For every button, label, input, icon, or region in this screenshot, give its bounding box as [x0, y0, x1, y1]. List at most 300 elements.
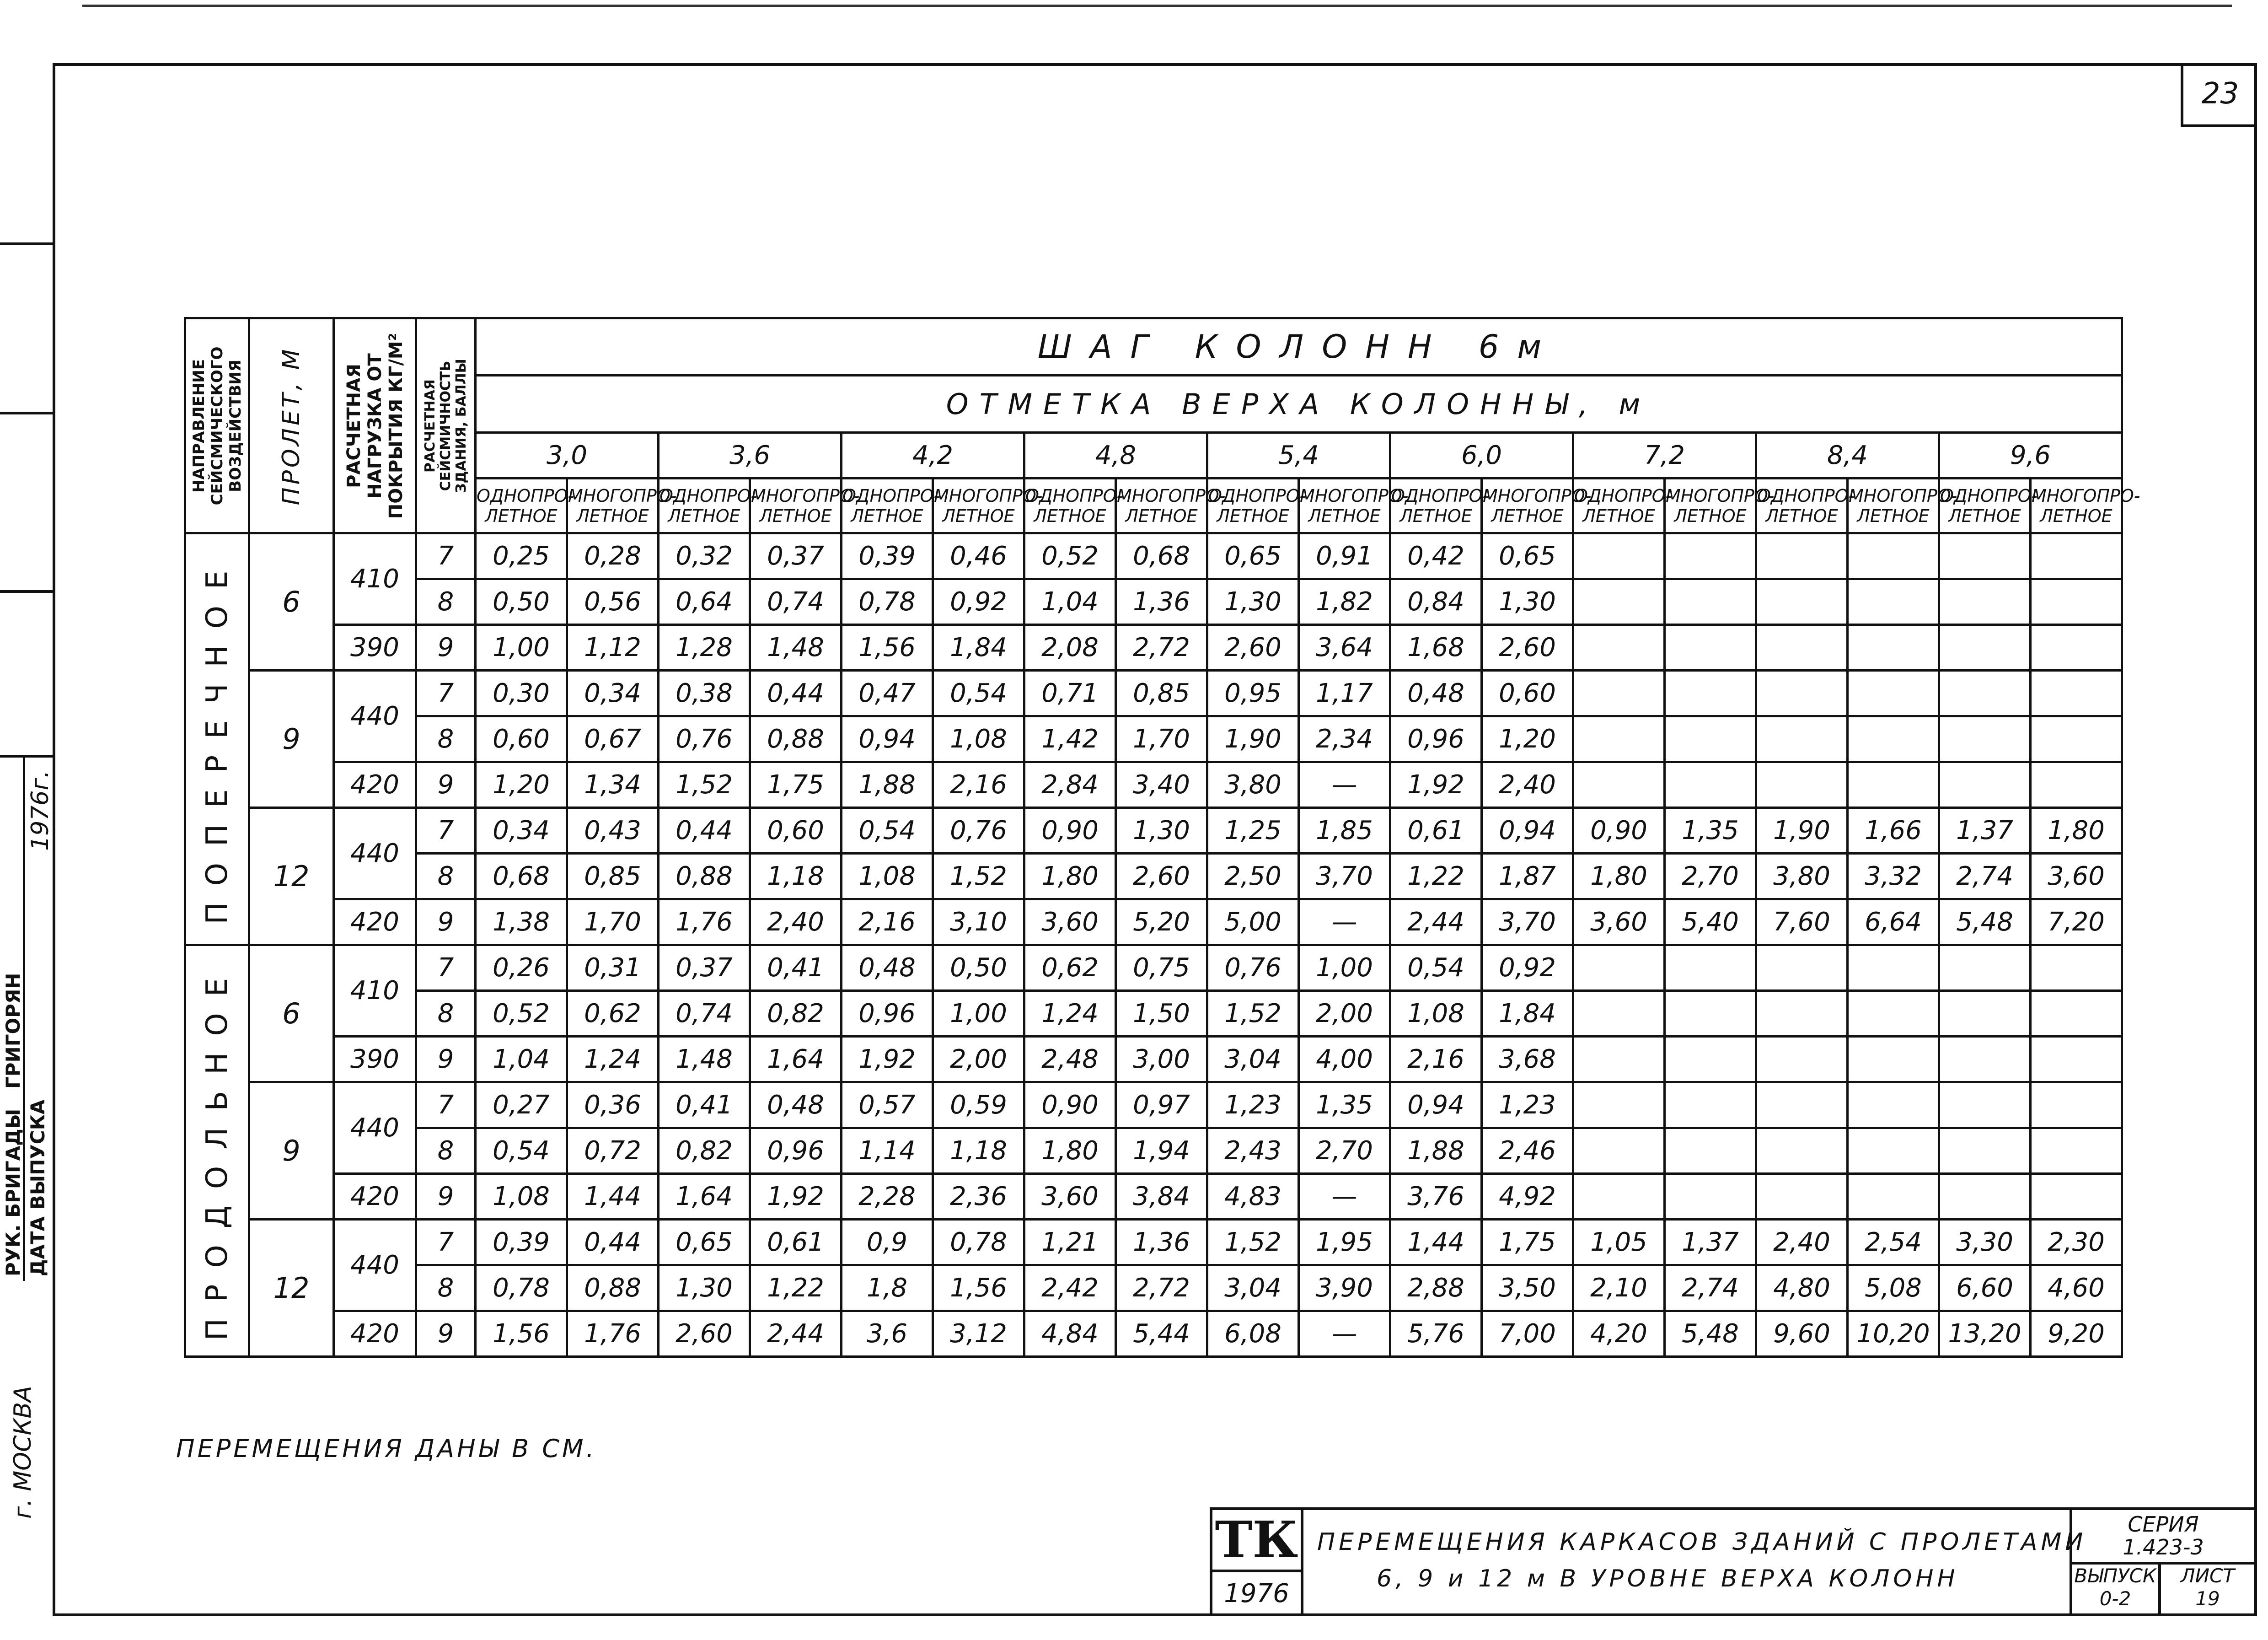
tk-logo: ТК [1212, 1510, 1301, 1572]
issue-value: 0-2 [2099, 1587, 2131, 1610]
value-cell: 0,39 [842, 533, 933, 579]
value-cell: 2,72 [1116, 1265, 1207, 1311]
value-cell: 1,18 [933, 1128, 1024, 1174]
value-cell: 1,92 [1390, 762, 1482, 808]
value-cell [1573, 579, 1665, 625]
sheet-box [2161, 1565, 2257, 1616]
value-cell: 3,68 [1482, 1037, 1573, 1082]
value-cell: 0,68 [476, 854, 567, 899]
value-cell [2031, 1128, 2122, 1174]
value-cell: 1,68 [1390, 625, 1482, 671]
value-cell: 3,04 [1207, 1265, 1299, 1311]
value-cell [1939, 991, 2031, 1037]
value-cell: 4,92 [1482, 1174, 1573, 1220]
value-cell: 0,50 [933, 945, 1024, 991]
seismic-cell: 8 [416, 991, 476, 1037]
value-cell [2031, 1037, 2122, 1082]
value-cell: 1,80 [1024, 1128, 1116, 1174]
table-row [185, 671, 2122, 716]
value-cell: 0,44 [659, 808, 750, 854]
value-cell: 3,80 [1207, 762, 1299, 808]
value-cell: 6,64 [1848, 899, 1939, 945]
value-cell: 3,90 [1299, 1265, 1390, 1311]
margin-divider [0, 412, 53, 414]
head-load-cell [334, 318, 416, 533]
value-cell: 2,30 [2031, 1220, 2122, 1265]
value-cell: 3,80 [1756, 854, 1848, 899]
value-cell: 1,00 [476, 625, 567, 671]
value-cell: 1,84 [1482, 991, 1573, 1037]
value-cell: 0,94 [1390, 1082, 1482, 1128]
value-cell: 1,12 [567, 625, 659, 671]
date-label: ДАТА ВЫПУСКА [27, 1099, 49, 1276]
value-cell: 1,48 [750, 625, 842, 671]
value-cell: 0,54 [1390, 945, 1482, 991]
head-span-cell [249, 318, 334, 533]
value-cell: 1,52 [933, 854, 1024, 899]
value-cell: 0,50 [476, 579, 567, 625]
table-row [185, 1220, 2122, 1265]
head-direction: НАПРАВЛЕНИЕ СЕЙСМИЧЕСКОГО ВОЗДЕЙСТВИЯ [189, 346, 245, 505]
value-cell: 1,24 [567, 1037, 659, 1082]
value-cell: 2,40 [750, 899, 842, 945]
value-cell: 0,96 [1390, 716, 1482, 762]
value-cell [1848, 625, 1939, 671]
value-cell: — [1299, 1311, 1390, 1357]
seismic-cell: 9 [416, 625, 476, 671]
value-cell: 2,16 [1390, 1037, 1482, 1082]
value-cell: 0,9 [842, 1220, 933, 1265]
value-cell [1848, 945, 1939, 991]
value-cell: 1,80 [2031, 808, 2122, 854]
seismic-cell: 8 [416, 1128, 476, 1174]
value-cell: 1,00 [1299, 945, 1390, 991]
value-cell: 2,34 [1299, 716, 1390, 762]
value-cell: 0,61 [1390, 808, 1482, 854]
span-cell: 12 [249, 808, 334, 945]
span-cell: 9 [249, 671, 334, 808]
value-cell [1939, 945, 2031, 991]
value-cell [1939, 716, 2031, 762]
value-cell: 9,60 [1756, 1311, 1848, 1357]
value-cell: 0,61 [750, 1220, 842, 1265]
value-cell: 1,70 [1116, 716, 1207, 762]
value-cell: 1,84 [933, 625, 1024, 671]
value-cell: 1,82 [1299, 579, 1390, 625]
value-cell: 1,44 [567, 1174, 659, 1220]
margin-divider [0, 755, 53, 758]
value-cell: 0,27 [476, 1082, 567, 1128]
value-cell: 1,52 [1207, 1220, 1299, 1265]
value-cell: 4,84 [1024, 1311, 1116, 1357]
value-cell: 3,50 [1482, 1265, 1573, 1311]
value-cell: 3,60 [2031, 854, 2122, 899]
value-cell: 2,88 [1390, 1265, 1482, 1311]
value-cell: 3,32 [1848, 854, 1939, 899]
seismic-cell: 9 [416, 1311, 476, 1357]
value-cell: 0,31 [567, 945, 659, 991]
table-row [185, 579, 2122, 625]
value-cell [1665, 945, 1756, 991]
subtype-multi: МНОГОПРО- ЛЕТНОЕ [933, 479, 1024, 533]
value-cell: 1,14 [842, 1128, 933, 1174]
height-header: 7,2 [1573, 433, 1756, 479]
value-cell: 0,62 [567, 991, 659, 1037]
value-cell [1665, 671, 1756, 716]
table-row [185, 1174, 2122, 1220]
value-cell [1573, 762, 1665, 808]
value-cell: 2,00 [1299, 991, 1390, 1037]
value-cell: 0,28 [567, 533, 659, 579]
tk-box [1210, 1507, 1303, 1616]
value-cell: 0,25 [476, 533, 567, 579]
load-cell: 390 [334, 625, 416, 671]
value-cell: 1,28 [659, 625, 750, 671]
value-cell: 3,6 [842, 1311, 933, 1357]
value-cell: 0,47 [842, 671, 933, 716]
table-row [185, 808, 2122, 854]
seismic-cell: 8 [416, 854, 476, 899]
load-cell: 410 [334, 945, 416, 1037]
value-cell: 1,04 [476, 1037, 567, 1082]
value-cell [1756, 1174, 1848, 1220]
series-box [2070, 1507, 2257, 1565]
value-cell [1665, 1082, 1756, 1128]
value-cell: 0,62 [1024, 945, 1116, 991]
load-cell: 420 [334, 899, 416, 945]
value-cell: 1,30 [1207, 579, 1299, 625]
value-cell [1939, 1174, 2031, 1220]
value-cell: 0,97 [1116, 1082, 1207, 1128]
value-cell: 5,44 [1116, 1311, 1207, 1357]
value-cell: 5,48 [1665, 1311, 1756, 1357]
value-cell: 1,20 [476, 762, 567, 808]
value-cell: 2,16 [842, 899, 933, 945]
value-cell: — [1299, 762, 1390, 808]
height-header: 3,6 [659, 433, 842, 479]
value-cell: 0,96 [750, 1128, 842, 1174]
value-cell: 1,64 [750, 1037, 842, 1082]
displacement-table [184, 317, 2140, 1358]
value-cell: 1,38 [476, 899, 567, 945]
subtype-single: ОДНОПРО- ЛЕТНОЕ [842, 479, 933, 533]
value-cell: 3,64 [1299, 625, 1390, 671]
height-header: 6,0 [1390, 433, 1573, 479]
margin-divider [0, 242, 53, 245]
value-cell: 0,76 [1207, 945, 1299, 991]
value-cell: 1,17 [1299, 671, 1390, 716]
value-cell [1756, 1128, 1848, 1174]
mark-cell [476, 376, 2122, 433]
top-edge-line [82, 0, 2232, 7]
seismic-cell: 9 [416, 1037, 476, 1082]
value-cell: 0,94 [842, 716, 933, 762]
value-cell: 2,42 [1024, 1265, 1116, 1311]
value-cell [1756, 1037, 1848, 1082]
value-cell: 1,08 [476, 1174, 567, 1220]
value-cell [1848, 533, 1939, 579]
value-cell: 2,74 [1939, 854, 2031, 899]
value-cell: 2,84 [1024, 762, 1116, 808]
value-cell: 1,87 [1482, 854, 1573, 899]
value-cell: 0,88 [750, 716, 842, 762]
value-cell: 1,88 [842, 762, 933, 808]
value-cell: 1,76 [567, 1311, 659, 1357]
value-cell: 0,44 [567, 1220, 659, 1265]
seismic-cell: 8 [416, 579, 476, 625]
value-cell: 0,56 [567, 579, 659, 625]
subtype-multi: МНОГОПРО- ЛЕТНОЕ [1665, 479, 1756, 533]
value-cell [1573, 1128, 1665, 1174]
table-row [185, 533, 2122, 579]
value-cell: 0,65 [1482, 533, 1573, 579]
value-cell: 0,78 [476, 1265, 567, 1311]
value-cell: 0,71 [1024, 671, 1116, 716]
sheet-value: 19 [2195, 1587, 2220, 1610]
seismic-cell: 9 [416, 1174, 476, 1220]
value-cell: 1,08 [842, 854, 933, 899]
value-cell: 5,76 [1390, 1311, 1482, 1357]
value-cell: 3,04 [1207, 1037, 1299, 1082]
value-cell: 4,00 [1299, 1037, 1390, 1082]
value-cell: 1,05 [1573, 1220, 1665, 1265]
value-cell: — [1299, 1174, 1390, 1220]
seismic-cell: 7 [416, 808, 476, 854]
value-cell: 0,48 [1390, 671, 1482, 716]
height-header: 4,2 [842, 433, 1024, 479]
subtype-single: ОДНОПРО- ЛЕТНОЕ [476, 479, 567, 533]
value-cell: 0,90 [1024, 808, 1116, 854]
value-cell [2031, 1174, 2122, 1220]
subtype-single: ОДНОПРО- ЛЕТНОЕ [1573, 479, 1665, 533]
load-cell: 440 [334, 1220, 416, 1311]
seismic-cell: 8 [416, 716, 476, 762]
step-heading: ШАГ КОЛОНН 6м [1037, 328, 1560, 366]
value-cell [1665, 762, 1756, 808]
value-cell: 3,84 [1116, 1174, 1207, 1220]
value-cell: 0,65 [1207, 533, 1299, 579]
value-cell: 1,70 [567, 899, 659, 945]
value-cell: 0,94 [1482, 808, 1573, 854]
value-cell: 1,30 [1482, 579, 1573, 625]
value-cell: 2,43 [1207, 1128, 1299, 1174]
value-cell: 0,85 [1116, 671, 1207, 716]
issue-label: ВЫПУСК [2074, 1565, 2156, 1587]
value-cell: 3,76 [1390, 1174, 1482, 1220]
seismic-cell: 8 [416, 1265, 476, 1311]
value-cell: 1,04 [1024, 579, 1116, 625]
value-cell: 1,48 [659, 1037, 750, 1082]
subtype-multi: МНОГОПРО- ЛЕТНОЕ [1299, 479, 1390, 533]
value-cell [1756, 625, 1848, 671]
value-cell: 3,10 [933, 899, 1024, 945]
table-row [185, 1265, 2122, 1311]
span-cell: 9 [249, 1082, 334, 1220]
value-cell: 0,74 [750, 579, 842, 625]
value-cell [1939, 1037, 2031, 1082]
subtype-single: ОДНОПРО- ЛЕТНОЕ [1756, 479, 1848, 533]
value-cell: 0,85 [567, 854, 659, 899]
value-cell: 5,08 [1848, 1265, 1939, 1311]
head-seismic: РАСЧЕТНАЯ СЕЙСМИЧНОСТЬ ЗДАНИЯ, БАЛЛЫ [422, 358, 469, 493]
value-cell: 3,60 [1024, 899, 1116, 945]
subtype-multi: МНОГОПРО- ЛЕТНОЕ [567, 479, 659, 533]
value-cell: 0,57 [842, 1082, 933, 1128]
value-cell [1665, 625, 1756, 671]
table-row [185, 1128, 2122, 1174]
value-cell: 2,46 [1482, 1128, 1573, 1174]
value-cell: 0,84 [1390, 579, 1482, 625]
value-cell: 0,39 [476, 1220, 567, 1265]
value-cell: 0,41 [750, 945, 842, 991]
value-cell: 1,22 [1390, 854, 1482, 899]
value-cell: 0,67 [567, 716, 659, 762]
table-row [185, 716, 2122, 762]
value-cell: 0,75 [1116, 945, 1207, 991]
value-cell: 5,20 [1116, 899, 1207, 945]
value-cell: 3,60 [1024, 1174, 1116, 1220]
value-cell: 1,23 [1482, 1082, 1573, 1128]
value-cell: 9,20 [2031, 1311, 2122, 1357]
value-cell [1756, 945, 1848, 991]
value-cell: 1,30 [659, 1265, 750, 1311]
value-cell: 3,00 [1116, 1037, 1207, 1082]
value-cell [1848, 671, 1939, 716]
value-cell: 5,40 [1665, 899, 1756, 945]
margin-divider [0, 590, 53, 593]
value-cell: 1,50 [1116, 991, 1207, 1037]
table-row [185, 991, 2122, 1037]
value-cell: 0,88 [567, 1265, 659, 1311]
height-header: 4,8 [1024, 433, 1207, 479]
value-cell: 0,68 [1116, 533, 1207, 579]
value-cell: 2,74 [1665, 1265, 1756, 1311]
seismic-cell: 7 [416, 1220, 476, 1265]
value-cell: 4,83 [1207, 1174, 1299, 1220]
value-cell: 2,28 [842, 1174, 933, 1220]
table-row [185, 854, 2122, 899]
value-cell: 2,44 [1390, 899, 1482, 945]
header-row-mark [185, 376, 2122, 433]
value-cell [2031, 762, 2122, 808]
value-cell: 2,44 [750, 1311, 842, 1357]
value-cell: 0,32 [659, 533, 750, 579]
subtype-multi: МНОГОПРО- ЛЕТНОЕ [1848, 479, 1939, 533]
value-cell: 0,48 [842, 945, 933, 991]
value-cell: 2,60 [659, 1311, 750, 1357]
value-cell [1939, 625, 2031, 671]
subtype-single: ОДНОПРО- ЛЕТНОЕ [1390, 479, 1482, 533]
value-cell [2031, 579, 2122, 625]
value-cell [1848, 579, 1939, 625]
load-cell: 410 [334, 533, 416, 625]
direction-cell [185, 945, 249, 1357]
value-cell: 2,40 [1482, 762, 1573, 808]
value-cell: 5,00 [1207, 899, 1299, 945]
value-cell: 0,44 [750, 671, 842, 716]
value-cell [1756, 1082, 1848, 1128]
value-cell: 0,48 [750, 1082, 842, 1128]
value-cell [1939, 579, 2031, 625]
load-cell: 440 [334, 1082, 416, 1174]
value-cell: 2,50 [1207, 854, 1299, 899]
seismic-cell: 7 [416, 533, 476, 579]
value-cell: 2,60 [1482, 625, 1573, 671]
value-cell: 6,60 [1939, 1265, 2031, 1311]
city-label: г. МОСКВА [9, 1386, 37, 1519]
header-row-subtypes [185, 479, 2122, 533]
tk-year: 1976 [1224, 1579, 1289, 1608]
value-cell: 0,34 [476, 808, 567, 854]
value-cell: 10,20 [1848, 1311, 1939, 1357]
value-cell: 1,75 [1482, 1220, 1573, 1265]
value-cell: 2,36 [933, 1174, 1024, 1220]
value-cell [1573, 1037, 1665, 1082]
value-cell: 1,56 [933, 1265, 1024, 1311]
value-cell: 1,00 [933, 991, 1024, 1037]
value-cell [1573, 716, 1665, 762]
table-row [185, 1311, 2122, 1357]
value-cell: 4,20 [1573, 1311, 1665, 1357]
head-seismic-cell [416, 318, 476, 533]
value-cell [1573, 1082, 1665, 1128]
value-cell: 2,70 [1665, 854, 1756, 899]
value-cell: 0,54 [476, 1128, 567, 1174]
value-cell: 1,34 [567, 762, 659, 808]
date-value: 1976г. [27, 770, 54, 851]
value-cell [1573, 945, 1665, 991]
head-direction-cell [185, 318, 249, 533]
mark-heading: ОТМЕТКА ВЕРХА КОЛОННЫ, м [946, 387, 1651, 421]
value-cell: 0,88 [659, 854, 750, 899]
value-cell: 0,65 [659, 1220, 750, 1265]
value-cell: 0,82 [659, 1128, 750, 1174]
seismic-cell: 7 [416, 1082, 476, 1128]
value-cell: 3,70 [1299, 854, 1390, 899]
value-cell: 4,80 [1756, 1265, 1848, 1311]
value-cell: 1,18 [750, 854, 842, 899]
value-cell: 2,54 [1848, 1220, 1939, 1265]
value-cell: 1,30 [1116, 808, 1207, 854]
seismic-cell: 7 [416, 945, 476, 991]
value-cell [1848, 991, 1939, 1037]
load-cell: 390 [334, 1037, 416, 1082]
value-cell: 1,36 [1116, 579, 1207, 625]
load-cell: 440 [334, 808, 416, 899]
value-cell [1756, 991, 1848, 1037]
value-cell: 1,37 [1665, 1220, 1756, 1265]
value-cell [1665, 533, 1756, 579]
series-value: 1.423-3 [2123, 1535, 2204, 1559]
title-line-2: 6, 9 и 12 м В УРОВНЕ ВЕРХА КОЛОНН [1377, 1565, 1959, 1592]
subtype-multi: МНОГОПРО- ЛЕТНОЕ [1482, 479, 1573, 533]
value-cell: 1,35 [1299, 1082, 1390, 1128]
value-cell: 1,08 [1390, 991, 1482, 1037]
value-cell: 1,24 [1024, 991, 1116, 1037]
left-margin-stamp [0, 0, 53, 1640]
height-header: 9,6 [1939, 433, 2122, 479]
value-cell: 1,56 [476, 1311, 567, 1357]
value-cell: 1,25 [1207, 808, 1299, 854]
value-cell: 0,54 [933, 671, 1024, 716]
value-cell: 0,96 [842, 991, 933, 1037]
value-cell [2031, 671, 2122, 716]
value-cell: 0,78 [933, 1220, 1024, 1265]
subtype-multi: МНОГОПРО- ЛЕТНОЕ [750, 479, 842, 533]
value-cell: 0,52 [1024, 533, 1116, 579]
subtype-single: ОДНОПРО- ЛЕТНОЕ [1024, 479, 1116, 533]
value-cell: 1,35 [1665, 808, 1756, 854]
